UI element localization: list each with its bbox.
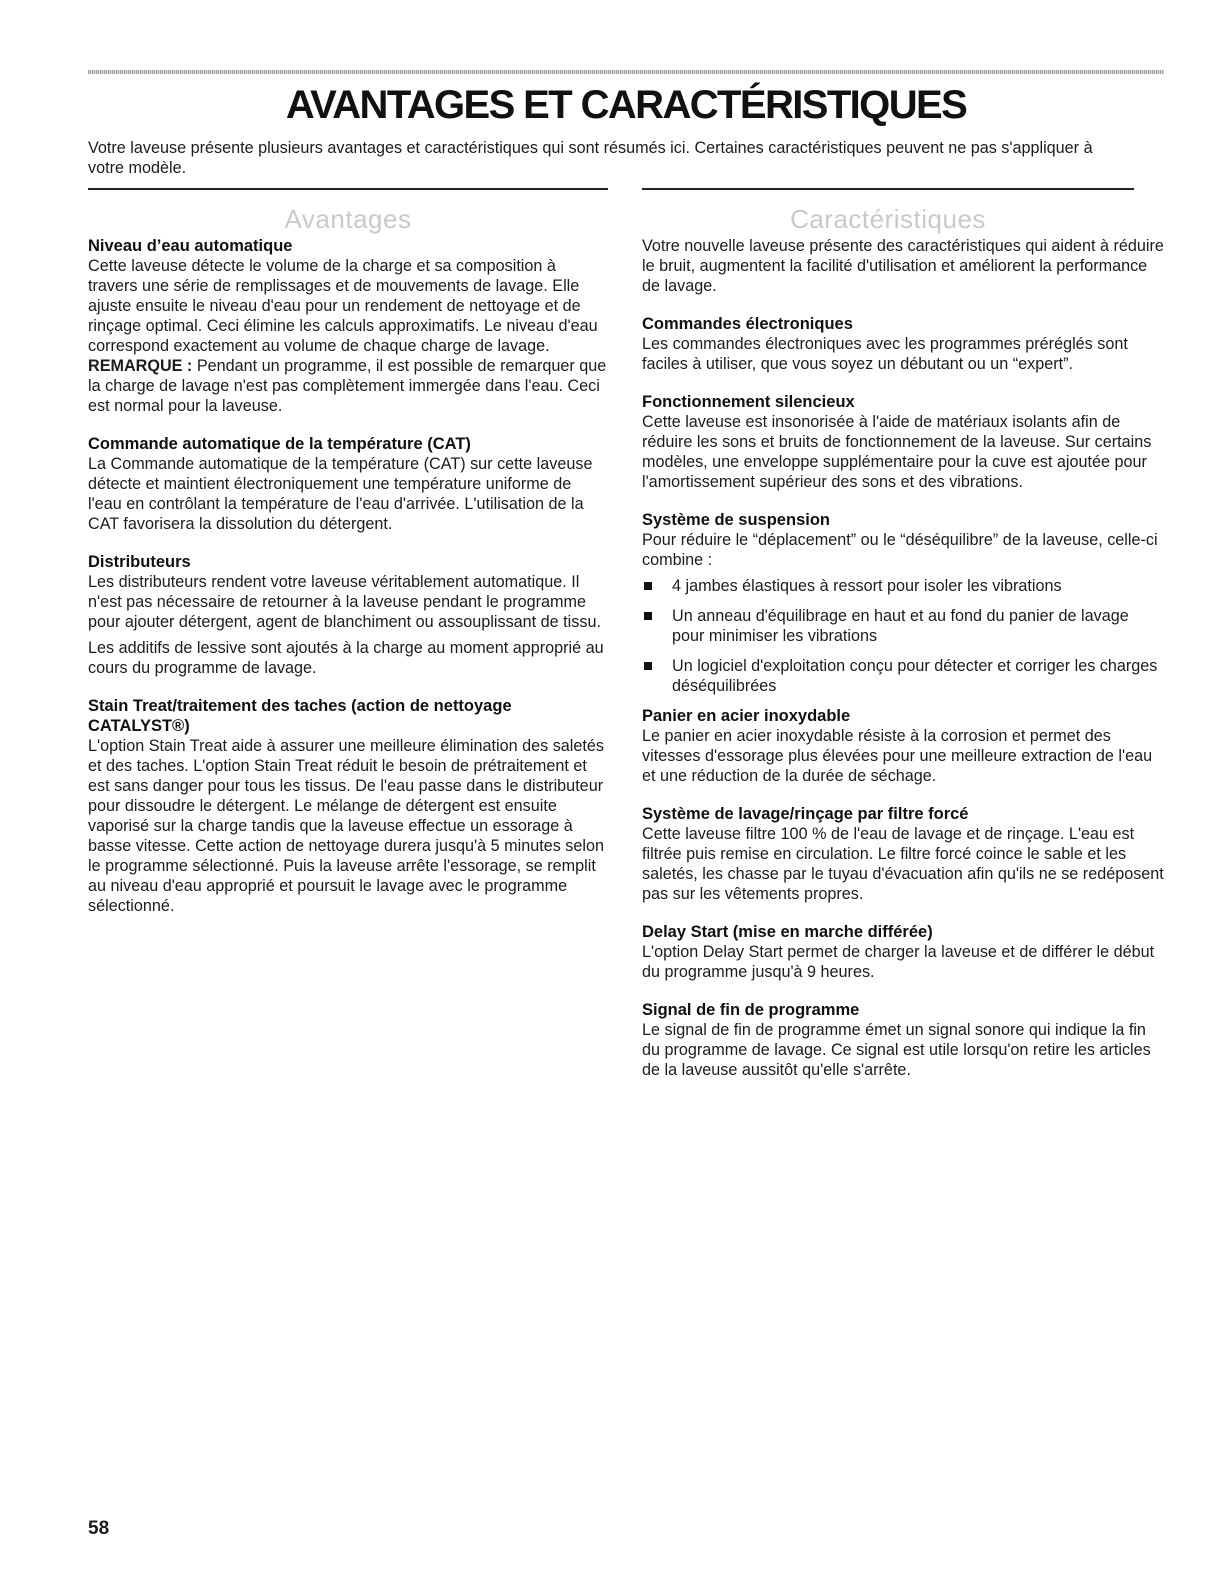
top-rule [88, 70, 1164, 74]
section-title-stain-treat: Stain Treat/traitement des taches (action de nettoyage CATALYST®) [88, 697, 512, 735]
section-title-dispensers: Distributeurs [88, 553, 191, 571]
section-body-dispensers: Les distributeurs rendent votre laveuse véritablement automatique. Il n'est pas nécessaire de retourner à la laveuse pendant le programme pour ajouter détergent, agent de blanchiment ou assouplissant de tissu. [88, 573, 601, 631]
advantages-column [88, 188, 608, 916]
list-item: Un logiciel d'exploitation conçu pour détecter et corriger les charges déséquilibrées [642, 656, 1164, 696]
section-title-delay-start: Delay Start (mise en marche différée) [642, 923, 933, 941]
column-rule [88, 188, 608, 190]
section-body-quiet-operation: Cette laveuse est insonorisée à l'aide de matériaux isolants afin de réduire les sons et bruits de fonctionnement de la laveuse. Sur certains modèles, une enveloppe supplémentaire pour la cuve est ajoutée pour l'amortissement supérieur des sons et des vibrations. [642, 413, 1152, 491]
square-bullet-icon [644, 612, 652, 620]
section-body-auto-water-level: Cette laveuse détecte le volume de la charge et sa composition à travers une série de remplissages et de mouvements de lavage. Elle ajuste ensuite le niveau d'eau pour un rendement de nettoyage et de rinçage optimal. Ceci élimine les calculs approximatifs. Le niveau d'eau correspond exactement au volume de chaque charge de lavage. [88, 257, 598, 355]
section-body-dispensers-additives: Les additifs de lessive sont ajoutés à la charge au moment approprié au cours du programme de lavage. [88, 639, 604, 677]
section-body-stainless-basket: Le panier en acier inoxydable résiste à la corrosion et permet des vitesses d'essorage plus élevées pour une meilleure extraction de l'eau et une réduction de la durée de séchage. [642, 727, 1153, 785]
section-body-delay-start: L'option Delay Start permet de charger la laveuse et de différer le début du programme jusqu'à 9 heures. [642, 943, 1155, 981]
note-label: REMARQUE : [88, 357, 193, 375]
advantages-heading: Avantages [284, 204, 412, 234]
section-body-end-of-cycle-signal: Le signal de fin de programme émet un signal sonore qui indique la fin du programme de lavage. Ce signal est utile lorsqu'on retire les articles de la laveuse aussitôt qu'elle s'arrête. [642, 1021, 1151, 1079]
section-body-stain-treat: L'option Stain Treat aide à assurer une meilleure élimination des saletés et des taches. L'option Stain Treat réduit le besoin de prétraitement et est sans danger pour tous les tissus. De l'eau passe dans le distributeur pour dissoudre le détergent. Le mélange de détergent est ensuite vaporisé sur la charge tandis que la laveuse effectue un essorage à basse vitesse. Cette action de nettoyage durera jusqu'à 5 minutes selon le programme sélectionné. Puis la laveuse arrête l'essorage, se remplit au niveau d'eau approprié et poursuit le lavage avec le programme sélectionné. [88, 737, 605, 915]
page-title: AVANTAGES ET CARACTÉRISTIQUES [285, 83, 967, 127]
list-item: Un anneau d'équilibrage en haut et au fond du panier de lavage pour minimiser les vibrations [642, 606, 1164, 646]
note-paragraph [88, 356, 608, 416]
section-title-forced-filter: Système de lavage/rinçage par filtre forcé [642, 805, 969, 823]
note-text: Pendant un programme, il est possible de remarquer que la charge de lavage n'est pas complètement immergée dans l'eau. Ceci est normal pour la laveuse. [88, 357, 607, 415]
section-title-suspension-system: Système de suspension [642, 511, 830, 529]
features-intro: Votre nouvelle laveuse présente des caractéristiques qui aident à réduire le bruit, augmentent la facilité d'utilisation et améliorent la performance de lavage. [642, 237, 1164, 295]
section-title-auto-water-level: Niveau d’eau automatique [88, 237, 293, 255]
page-number: 58 [88, 1518, 110, 1539]
column-rule [642, 188, 1134, 190]
section-body-electronic-controls: Les commandes électroniques avec les programmes préréglés sont faciles à utiliser, que vous soyez un débutant ou un “expert”. [642, 335, 1128, 373]
features-column [642, 188, 1164, 1080]
section-title-electronic-controls: Commandes électroniques [642, 315, 853, 333]
section-title-stainless-basket: Panier en acier inoxydable [642, 707, 851, 725]
list-item: 4 jambes élastiques à ressort pour isoler les vibrations [642, 576, 1164, 596]
section-title-end-of-cycle-signal: Signal de fin de programme [642, 1001, 860, 1019]
section-body-suspension-system: Pour réduire le “déplacement” ou le “déséquilibre” de la laveuse, celle-ci combine : [642, 531, 1158, 569]
page-intro: Votre laveuse présente plusieurs avantages et caractéristiques qui sont résumés ici. Certaines caractéristiques peuvent ne pas s'appliquer à votre modèle. [88, 139, 1093, 177]
section-body-forced-filter: Cette laveuse filtre 100 % de l'eau de lavage et de rinçage. L'eau est filtrée puis remise en circulation. Le filtre forcé coince le sable et les saletés, les chasse par le tuyau d'évacuation afin qu'ils ne se redéposent pas sur les vêtements propres. [642, 825, 1164, 903]
section-body-temperature-control: La Commande automatique de la température (CAT) sur cette laveuse détecte et maintient électroniquement une température uniforme de l'eau en contrôlant la température de l'eau d'arrivée. L'utilisation de la CAT favorisera la dissolution du détergent. [88, 455, 593, 533]
section-title-temperature-control: Commande automatique de la température (CAT) [88, 435, 471, 453]
square-bullet-icon [644, 662, 652, 670]
section-title-quiet-operation: Fonctionnement silencieux [642, 393, 855, 411]
square-bullet-icon [644, 582, 652, 590]
suspension-bullet-list [642, 576, 1164, 696]
features-heading: Caractéristiques [790, 204, 986, 234]
